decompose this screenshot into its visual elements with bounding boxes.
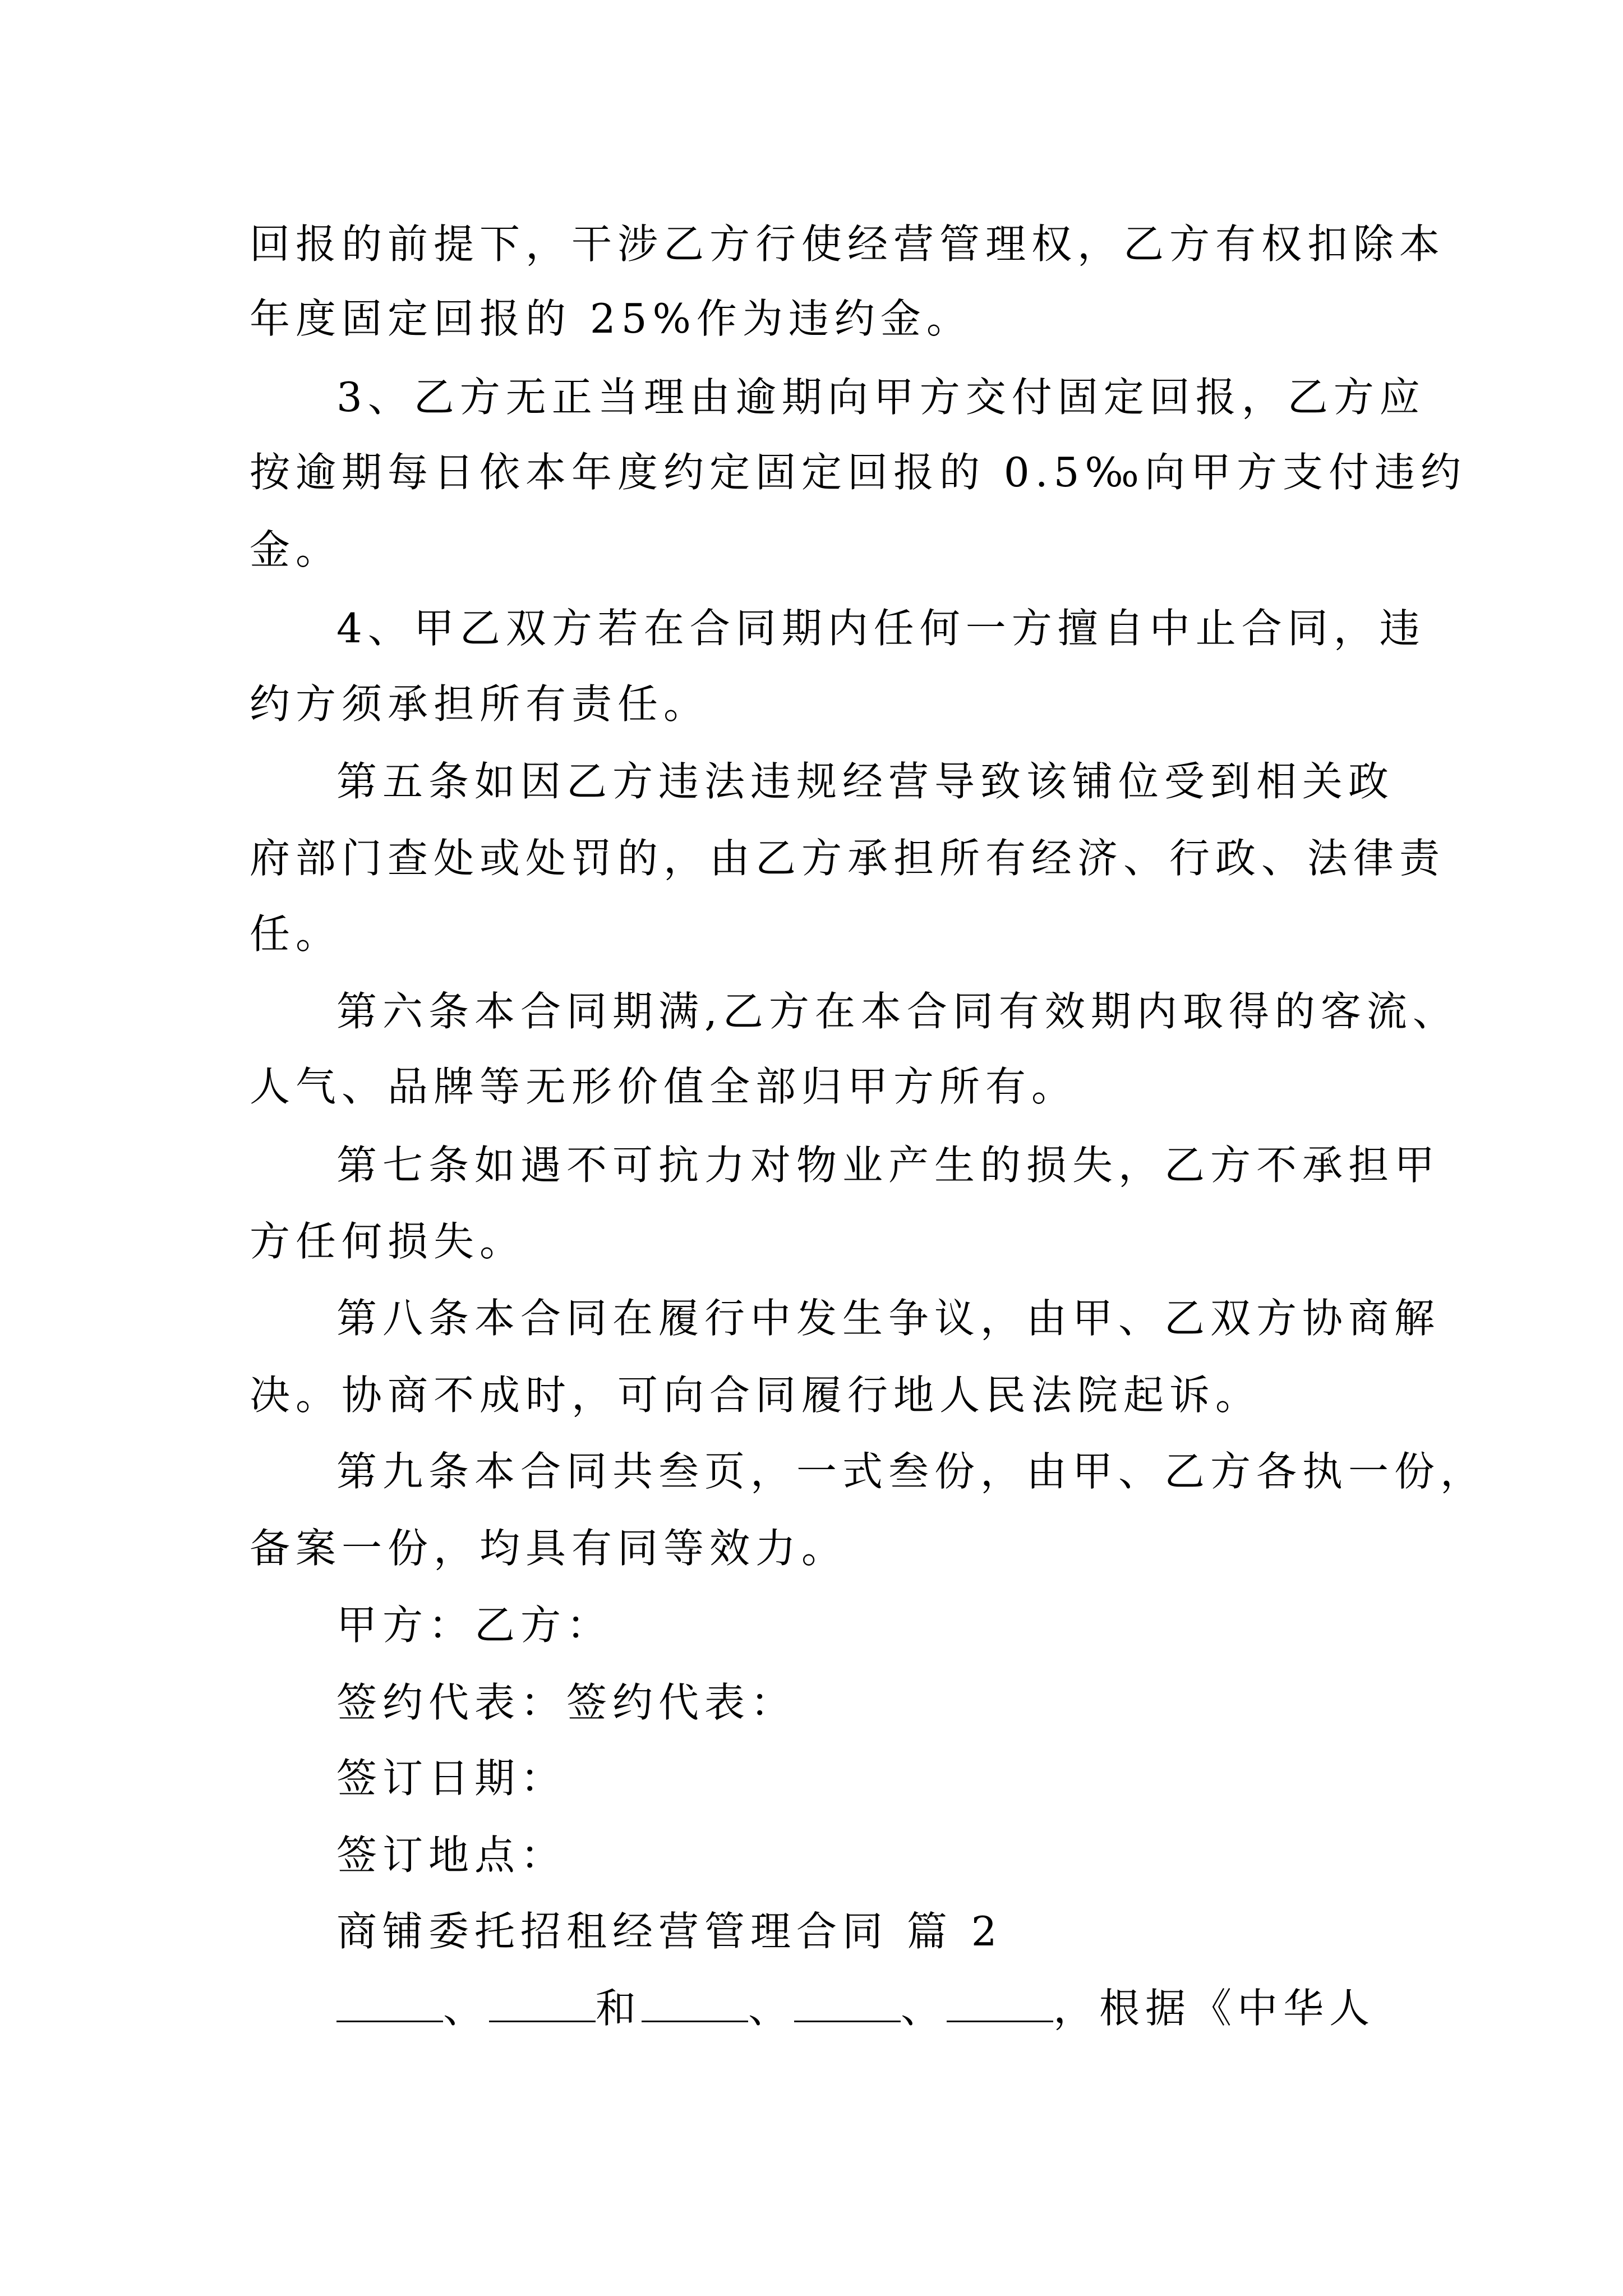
text-line: 第九条本合同共叁页，一式叁份，由甲、乙方各执一份，: [336, 1448, 1487, 1495]
text-line: 4、甲乙双方若在合同期内任何一方擅自中止合同，违: [336, 605, 1426, 652]
text-line: 第八条本合同在履行中发生争议，由甲、乙双方协商解: [336, 1295, 1441, 1342]
text-line: 任。: [250, 910, 342, 958]
text-line: 按逾期每日依本年度约定固定回报的 0.5‰向甲方支付违约: [250, 449, 1467, 496]
signing-place-line: 签订地点：: [336, 1832, 567, 1879]
line-tail: ，根据《中华人: [1053, 1985, 1376, 2032]
separator: 、: [748, 1985, 795, 2032]
separator: 和: [596, 1985, 642, 2032]
text-line: 3、乙方无正当理由逾期向甲方交付固定回报，乙方应: [336, 374, 1426, 421]
text-line: 备案一份，均具有同等效力。: [250, 1525, 848, 1572]
separator: 、: [901, 1985, 947, 2032]
text-line: 人气、品牌等无形价值全部归甲方所有。: [250, 1063, 1078, 1110]
blank-field: [489, 1990, 596, 2022]
signature-representative-line: 签约代表：签约代表：: [336, 1679, 797, 1726]
blank-field: [336, 1990, 443, 2022]
blank-field: [947, 1990, 1053, 2022]
text-line-with-blanks: [336, 1983, 1394, 2033]
signature-party-line: 甲方：乙方：: [336, 1602, 613, 1649]
blank-field: [642, 1990, 748, 2022]
signing-date-line: 签订日期：: [336, 1755, 567, 1802]
text-line: 约方须承担所有责任。: [250, 680, 710, 728]
text-line: 第七条如遇不可抗力对物业产生的损失，乙方不承担甲: [336, 1142, 1441, 1189]
text-line: 决。协商不成时，可向合同履行地人民法院起诉。: [250, 1372, 1262, 1419]
text-line: 回报的前提下，干涉乙方行使经营管理权，乙方有权扣除本: [250, 220, 1446, 268]
blank-field: [794, 1990, 901, 2022]
text-line: 府部门查处或处罚的，由乙方承担所有经济、行政、法律责: [250, 835, 1446, 882]
text-line: 第五条如因乙方违法违规经营导致该铺位受到相关政: [336, 758, 1395, 805]
section-heading: 商铺委托招租经营管理合同 篇 2: [336, 1908, 1003, 1955]
separator: 、: [443, 1985, 490, 2032]
text-line: 方任何损失。: [250, 1218, 526, 1265]
text-line: 金。: [250, 526, 342, 573]
text-line: 年度固定回报的 25%作为违约金。: [250, 295, 972, 342]
text-line: 第六条本合同期满,乙方在本合同有效期内取得的客流、: [336, 988, 1459, 1035]
